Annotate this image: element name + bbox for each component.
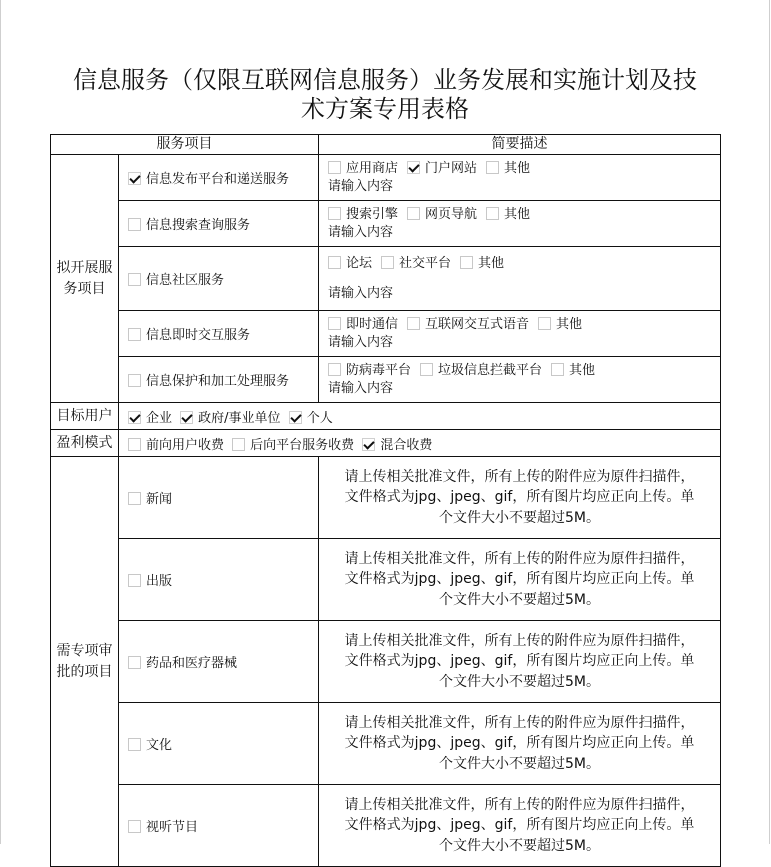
option-checkbox[interactable] (328, 256, 341, 269)
approval-item-cell (119, 703, 319, 785)
option-label: 其他 (504, 160, 531, 176)
upload-note-line: 个文件大小不要超过5M。 (439, 591, 600, 608)
option-checkbox[interactable] (128, 411, 141, 424)
upload-note (319, 621, 721, 703)
option-checkbox[interactable] (362, 438, 375, 451)
option (486, 206, 530, 224)
service-checkbox[interactable] (128, 273, 141, 286)
service-form-table (50, 134, 721, 867)
service-label: 信息发布平台和递送服务 (146, 172, 290, 187)
upload-note-line: 请上传相关批准文件，所有上传的附件应为原件扫描件， (344, 714, 695, 731)
service-cell (119, 311, 319, 357)
service-options (319, 357, 721, 403)
service-row (51, 311, 721, 357)
approval-item-cell (119, 539, 319, 621)
approval-checkbox[interactable] (128, 492, 141, 505)
option (128, 434, 224, 453)
upload-note-line: 文件格式为jpg、jpeg、gif，所有图片均应正向上传。单 (344, 571, 695, 588)
title-line-2: 术方案专用表格 (301, 95, 469, 123)
service-checkbox[interactable] (128, 328, 141, 341)
option (328, 255, 372, 273)
option-label: 即时通信 (346, 316, 399, 332)
option-checkbox[interactable] (407, 161, 420, 174)
option-label: 防病毒平台 (346, 362, 412, 378)
service-label: 信息即时交互服务 (146, 328, 251, 343)
service-cell (119, 357, 319, 403)
option-label: 其他 (504, 206, 531, 222)
option (551, 362, 595, 380)
option-label: 网页导航 (425, 206, 478, 222)
option-checkbox[interactable] (328, 363, 341, 376)
approval-row (51, 785, 721, 867)
upload-note-line: 文件格式为jpg、jpeg、gif，所有图片均应正向上传。单 (344, 653, 695, 670)
option-label: 社交平台 (399, 255, 452, 271)
upload-note-line: 个文件大小不要超过5M。 (439, 673, 600, 690)
option-label: 门户网站 (425, 160, 478, 176)
option-checkbox[interactable] (486, 207, 499, 220)
approval-item-cell (119, 457, 319, 539)
service-options (319, 201, 721, 247)
approval-row (51, 703, 721, 785)
upload-note-line: 请上传相关批准文件，所有上传的附件应为原件扫描件， (344, 550, 695, 567)
option-label: 搜索引擎 (346, 206, 399, 222)
approval-checkbox[interactable] (128, 574, 141, 587)
upload-note-line: 个文件大小不要超过5M。 (439, 755, 600, 772)
option-label: 企业 (146, 410, 173, 426)
option-label: 混合收费 (380, 437, 433, 453)
option-checkbox[interactable] (420, 363, 433, 376)
option-checkbox[interactable] (381, 256, 394, 269)
content-input[interactable]: 请输入内容 (328, 224, 394, 240)
option (407, 316, 529, 334)
approval-item-cell (119, 785, 319, 867)
service-cell (119, 201, 319, 247)
option-label: 应用商店 (346, 160, 399, 176)
option (232, 434, 354, 453)
target-users-label: 目标用户 (51, 403, 119, 430)
option-label: 后向平台服务收费 (250, 437, 355, 453)
option-label: 政府/事业单位 (198, 410, 281, 426)
service-options (319, 247, 721, 311)
option (328, 316, 398, 334)
service-label: 信息社区服务 (146, 273, 225, 288)
option-checkbox[interactable] (486, 161, 499, 174)
option-checkbox[interactable] (328, 317, 341, 330)
upload-note-line: 请上传相关批准文件，所有上传的附件应为原件扫描件， (344, 632, 695, 649)
option-checkbox[interactable] (128, 438, 141, 451)
special-approval-label: 需专项审批的项目 (51, 457, 119, 867)
service-options (319, 155, 721, 201)
approval-row (51, 621, 721, 703)
service-checkbox[interactable] (128, 374, 141, 387)
option-label: 其他 (478, 255, 505, 271)
option-checkbox[interactable] (407, 317, 420, 330)
upload-note (319, 539, 721, 621)
service-row (51, 201, 721, 247)
content-input[interactable]: 请输入内容 (328, 380, 394, 396)
option-label: 垃圾信息拦截平台 (438, 362, 543, 378)
option (486, 160, 530, 178)
option-checkbox[interactable] (180, 411, 193, 424)
option-label: 个人 (306, 410, 333, 426)
option (407, 206, 477, 224)
content-input[interactable]: 请输入内容 (328, 285, 394, 301)
content-input[interactable]: 请输入内容 (328, 334, 394, 350)
approval-checkbox[interactable] (128, 738, 141, 751)
option-checkbox[interactable] (460, 256, 473, 269)
upload-note-line: 文件格式为jpg、jpeg、gif，所有图片均应正向上传。单 (344, 817, 695, 834)
header-description: 简要描述 (319, 135, 721, 155)
target-users-options (119, 403, 721, 430)
option-label: 其他 (569, 362, 596, 378)
option (180, 407, 280, 426)
option-label: 论坛 (346, 255, 373, 271)
option-label: 互联网交互式语音 (425, 316, 530, 332)
upload-note-line: 个文件大小不要超过5M。 (439, 509, 600, 526)
approval-item-label: 出版 (146, 574, 173, 589)
service-checkbox[interactable] (128, 218, 141, 231)
option-checkbox[interactable] (289, 411, 302, 424)
option (328, 206, 398, 224)
profit-model-label: 盈利模式 (51, 430, 119, 457)
approval-checkbox[interactable] (128, 820, 141, 833)
option (381, 255, 451, 273)
option-checkbox[interactable] (538, 317, 551, 330)
upload-note-line: 文件格式为jpg、jpeg、gif，所有图片均应正向上传。单 (344, 735, 695, 752)
option (420, 362, 542, 380)
option-label: 前向用户收费 (146, 437, 225, 453)
option-checkbox[interactable] (232, 438, 245, 451)
option (328, 160, 398, 178)
upload-note-line: 文件格式为jpg、jpeg、gif，所有图片均应正向上传。单 (344, 489, 695, 506)
form-title (40, 66, 730, 124)
service-checkbox[interactable] (128, 172, 141, 185)
service-cell (119, 155, 319, 201)
planned-services-label: 拟开展服务项目 (51, 155, 119, 403)
service-cell (119, 247, 319, 311)
option (328, 362, 411, 380)
profit-model-row (51, 430, 721, 457)
option (407, 160, 477, 178)
option-label: 其他 (556, 316, 583, 332)
option (128, 407, 172, 426)
option-checkbox[interactable] (328, 207, 341, 220)
title-line-1: 信息服务（仅限互联网信息服务）业务发展和实施计划及技 (73, 66, 697, 94)
option-checkbox[interactable] (551, 363, 564, 376)
option-checkbox[interactable] (328, 161, 341, 174)
approval-item-cell (119, 621, 319, 703)
service-options (319, 311, 721, 357)
service-row (51, 155, 721, 201)
profit-model-options (119, 430, 721, 457)
upload-note (319, 703, 721, 785)
approval-row (51, 539, 721, 621)
approval-item-label: 视听节目 (146, 820, 199, 835)
target-users-row (51, 403, 721, 430)
approval-item-label: 新闻 (146, 492, 173, 507)
option (289, 407, 333, 426)
option (362, 434, 432, 453)
upload-note-line: 请上传相关批准文件，所有上传的附件应为原件扫描件， (344, 468, 695, 485)
service-row (51, 247, 721, 311)
option (460, 255, 504, 273)
option-checkbox[interactable] (407, 207, 420, 220)
header-row (51, 135, 721, 155)
option (538, 316, 582, 334)
upload-note-line: 请上传相关批准文件，所有上传的附件应为原件扫描件， (344, 796, 695, 813)
approval-item-label: 药品和医疗器械 (146, 656, 238, 671)
upload-note (319, 457, 721, 539)
service-label: 信息搜索查询服务 (146, 218, 251, 233)
header-service-item: 服务项目 (51, 135, 319, 155)
approval-checkbox[interactable] (128, 656, 141, 669)
approval-item-label: 文化 (146, 738, 173, 753)
upload-note (319, 785, 721, 867)
approval-row (51, 457, 721, 539)
upload-note-line: 个文件大小不要超过5M。 (439, 837, 600, 854)
content-input[interactable]: 请输入内容 (328, 178, 394, 194)
service-label: 信息保护和加工处理服务 (146, 374, 290, 389)
service-row (51, 357, 721, 403)
